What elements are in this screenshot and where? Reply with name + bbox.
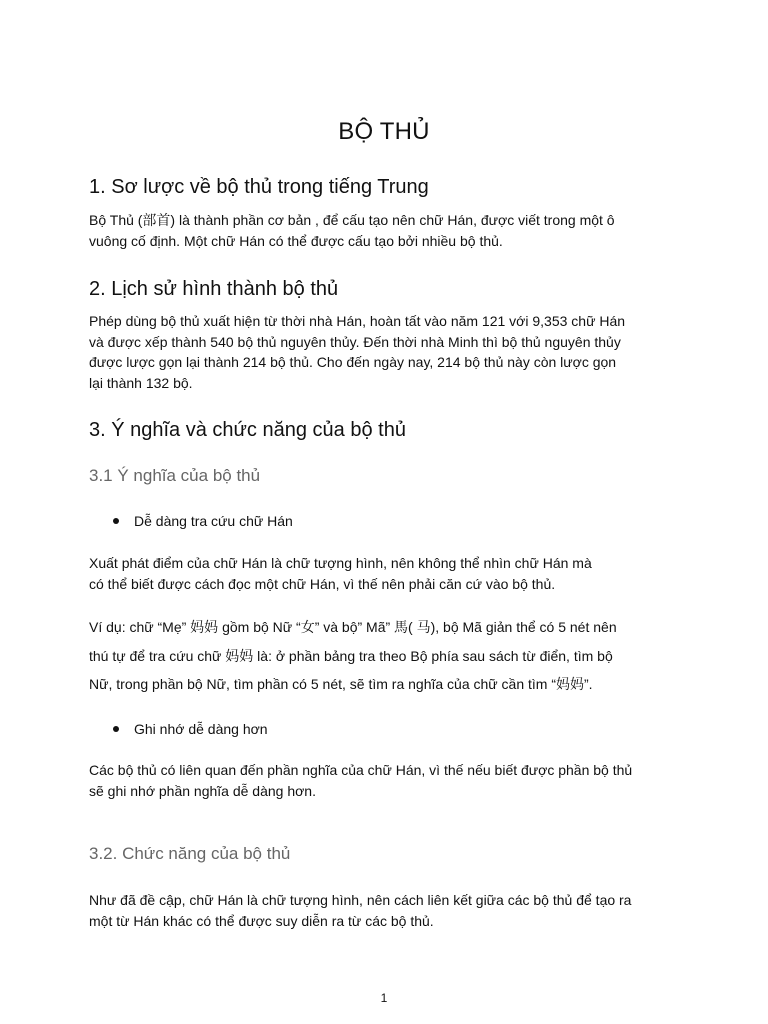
subsection-3-1-heading: 3.1 Ý nghĩa của bộ thủ: [89, 466, 261, 485]
paragraph-line: Ví dụ: chữ “Mẹ” 妈妈 gồm bộ Nữ “女” và bộ” Mã” 馬( 马), bộ Mã giản thể có 5 nét nên: [89, 619, 617, 635]
paragraph-line: sẽ ghi nhớ phần nghĩa dễ dàng hơn.: [89, 782, 316, 799]
subsection-3-1-paragraph-1: [89, 553, 689, 594]
bullet-item: [113, 721, 268, 737]
paragraph-line: Nữ, trong phần bộ Nữ, tìm phần có 5 nét, sẽ tìm ra nghĩa của chữ cần tìm “妈妈”.: [89, 676, 593, 692]
section-2-paragraph: [89, 311, 689, 393]
paragraph-line: một từ Hán khác có thể được suy diễn ra từ các bộ thủ.: [89, 912, 434, 929]
subsection-3-2-heading: 3.2. Chức năng của bộ thủ: [89, 844, 291, 863]
paragraph-line: có thể biết được cách đọc một chữ Hán, vì thế nên phải căn cứ vào bộ thủ.: [89, 575, 556, 592]
bullet-dot-icon: [113, 726, 119, 732]
section-1-heading: 1. Sơ lược về bộ thủ trong tiếng Trung: [89, 176, 429, 198]
paragraph-line: Xuất phát điểm của chữ Hán là chữ tượng hình, nên không thể nhìn chữ Hán mà: [89, 555, 592, 571]
section-2-heading: 2. Lịch sử hình thành bộ thủ: [89, 278, 339, 300]
paragraph-line: và được xếp thành 540 bộ thủ nguyên thủy. Đến thời nhà Minh thì bộ thủ nguyên thủy: [89, 333, 621, 350]
subsection-3-1-paragraph-3: [89, 760, 689, 801]
bullet-dot-icon: [113, 518, 119, 524]
paragraph-line: Bộ Thủ (部首) là thành phần cơ bản , để cấu tạo nên chữ Hán, được viết trong một ô: [89, 212, 615, 228]
page-number: 1: [380, 991, 388, 1005]
bullet-text: Dễ dàng tra cứu chữ Hán: [134, 513, 293, 529]
subsection-3-2-paragraph: [89, 890, 689, 931]
bullet-text: Ghi nhớ dễ dàng hơn: [134, 721, 268, 737]
bullet-item: [113, 513, 293, 529]
paragraph-line: thú tự để tra cứu chữ 妈妈 là: ở phần bảng tra theo Bộ phía sau sách từ điển, tìm bộ: [89, 647, 613, 664]
paragraph-line: Các bộ thủ có liên quan đến phần nghĩa của chữ Hán, vì thế nếu biết được phần bộ thủ: [89, 762, 633, 778]
paragraph-line: lại thành 132 bộ.: [89, 374, 193, 391]
paragraph-line: Phép dùng bộ thủ xuất hiện từ thời nhà Hán, hoàn tất vào năm 121 với 9,353 chữ Hán: [89, 313, 626, 329]
document-title: BỘ THỦ: [338, 118, 430, 145]
subsection-3-1-example-paragraph: [89, 613, 689, 699]
section-3-heading: 3. Ý nghĩa và chức năng của bộ thủ: [89, 419, 406, 441]
paragraph-line: được lược gọn lại thành 214 bộ thủ. Cho đến ngày nay, 214 bộ thủ này còn lược gọn: [89, 354, 617, 370]
section-1-paragraph: [89, 210, 689, 251]
paragraph-line: vuông cố định. Một chữ Hán có thể được cấu tạo bởi nhiều bộ thủ.: [89, 232, 503, 249]
paragraph-line: Như đã đề cập, chữ Hán là chữ tượng hình, nên cách liên kết giữa các bộ thủ để tạo ra: [89, 892, 632, 908]
